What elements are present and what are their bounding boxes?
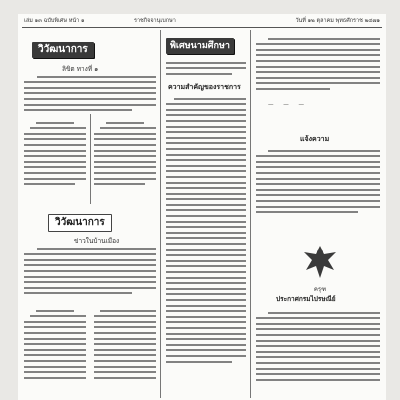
- heading-center-sub: ความสำคัญของราชการ: [168, 83, 241, 91]
- header-rule: [22, 27, 382, 28]
- header-left: เล่ม ๑๓ ฉบับพิเศษ หน้า ๑: [24, 18, 85, 24]
- column-divider-left: [160, 30, 161, 398]
- masthead-left-top: วิวัฒนาการ: [32, 42, 94, 58]
- text-block-right-top: [256, 34, 380, 98]
- text-block-right-bottom: [256, 308, 380, 398]
- header-right: วันที่ ๑๒ ตุลาคม พุทธศักราช ๒๔๗๑: [295, 18, 380, 24]
- byline-left-mid: ข่าวในบ้านเมือง: [74, 237, 120, 245]
- column-divider-center: [250, 30, 251, 398]
- text-block-right-mid: [256, 146, 380, 236]
- byline-left-top: ลิขิต ทางที่ ๑: [62, 65, 99, 73]
- page-header: [24, 16, 380, 26]
- text-block-center-intro: [166, 58, 246, 80]
- garuda-crest-icon: [300, 242, 340, 282]
- header-center: ราชกิจจานุเบกษา: [134, 18, 176, 24]
- masthead-center: พิเศษนามศึกษา: [166, 38, 234, 54]
- masthead-left-middle: วิวัฒนาการ: [48, 214, 112, 232]
- text-block-left-mid: [24, 244, 156, 300]
- column-divider-left-inner: [90, 114, 91, 204]
- caption-right-bottom: ประกาศกรมไปรษณีย์: [276, 295, 336, 303]
- text-block-left-top: [24, 72, 156, 116]
- heading-right-notice: แจ้งความ: [300, 135, 330, 143]
- text-block-left-a: [24, 118, 86, 204]
- caption-crest: ครุฑ: [313, 286, 327, 293]
- text-block-left-b: [94, 118, 156, 204]
- text-block-left-bottom-b: [94, 306, 156, 398]
- text-block-left-bottom-a: [24, 306, 86, 398]
- dash-separator-1: — — —: [268, 102, 308, 108]
- text-block-center-main: [166, 94, 246, 398]
- newspaper-page: [18, 14, 386, 400]
